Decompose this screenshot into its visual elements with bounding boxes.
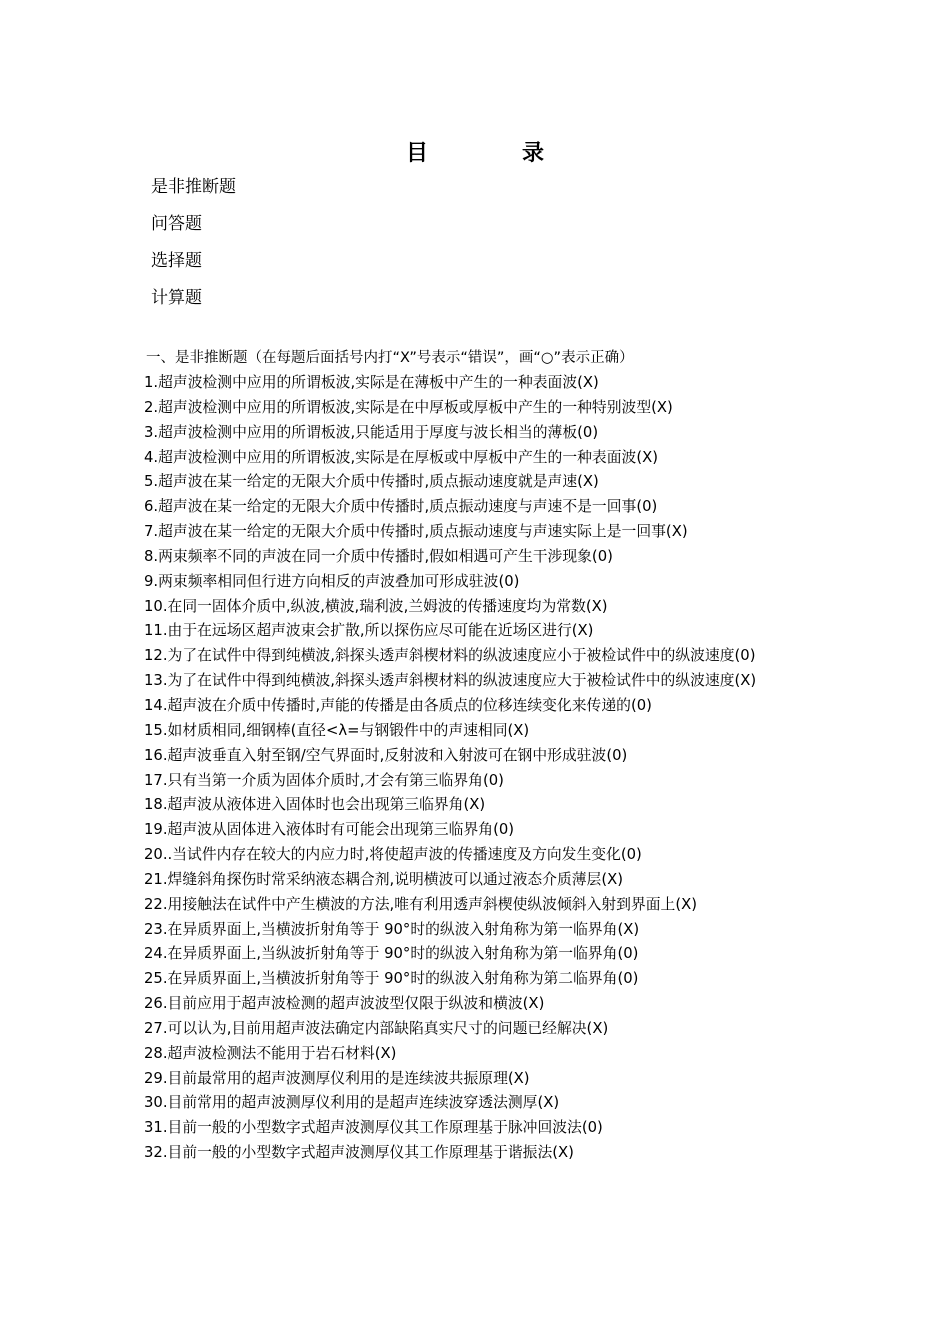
question-item: 11.由于在远场区超声波束会扩散,所以探伤应尽可能在近场区进行(X) — [144, 622, 594, 640]
question-item: 14.超声波在介质中传播时,声能的传播是由各质点的位移连续变化来传递的(0) — [144, 696, 652, 714]
question-item: 12.为了在试件中得到纯横波,斜探头透声斜楔材料的纵波速度应小于被检试件中的纵波速度(0) — [144, 647, 756, 665]
question-item: 30.目前常用的超声波测厚仪利用的是超声连续波穿透法测厚(X) — [144, 1094, 560, 1112]
question-item: 7.超声波在某一给定的无限大介质中传播时,质点振动速度与声速实际上是一回事(X) — [144, 523, 688, 541]
question-list — [144, 371, 810, 1166]
question-item: 24.在异质界面上,当纵波折射角等于 90°时的纵波入射角称为第一临界角(0) — [144, 945, 639, 963]
question-item: 21.焊缝斜角探伤时常采纳液态耦合剂,说明横波可以通过液态介质薄层(X) — [144, 870, 624, 888]
question-item: 26.目前应用于超声波检测的超声波波型仅限于纵波和横波(X) — [144, 995, 545, 1013]
toc-title: 目 录 — [405, 140, 580, 166]
question-item: 23.在异质界面上,当横波折射角等于 90°时的纵波入射角称为第一临界角(X) — [144, 920, 640, 938]
question-item: 2.超声波检测中应用的所谓板波,实际是在中厚板或厚板中产生的一种特别波型(X) — [144, 398, 673, 416]
question-item: 10.在同一固体介质中,纵波,横波,瑞利波,兰姆波的传播速度均为常数(X) — [144, 597, 608, 615]
question-item: 6.超声波在某一给定的无限大介质中传播时,质点振动速度与声速不是一回事(0) — [144, 498, 658, 516]
question-item: 13.为了在试件中得到纯横波,斜探头透声斜楔材料的纵波速度应大于被检试件中的纵波速度(X) — [144, 672, 757, 690]
question-item: 27.可以认为,目前用超声波法确定内部缺陷真实尺寸的问题已经解决(X) — [144, 1019, 609, 1037]
section-heading: 一、是非推断题（在每题后面括号内打“X”号表示“错误”，画“○”表示正确） — [146, 350, 634, 366]
question-item: 32.目前一般的小型数字式超声波测厚仪其工作原理基于谐振法(X) — [144, 1144, 574, 1162]
question-item: 16.超声波垂直入射至钢/空气界面时,反射波和入射波可在钢中形成驻波(0) — [144, 746, 628, 764]
question-item: 29.目前最常用的超声波测厚仪利用的是连续波共振原理(X) — [144, 1069, 530, 1087]
question-item: 31.目前一般的小型数字式超声波测厚仪其工作原理基于脉冲回波法(0) — [144, 1119, 603, 1137]
toc-list — [151, 175, 236, 323]
toc-item[interactable]: 问答题 — [151, 214, 202, 234]
question-item: 22.用接触法在试件中产生横波的方法,唯有利用透声斜楔使纵波倾斜入射到界面上(X) — [144, 895, 698, 913]
question-item: 17.只有当第一介质为固体介质时,才会有第三临界角(0) — [144, 771, 504, 789]
question-item: 28.超声波检测法不能用于岩石材料(X) — [144, 1044, 397, 1062]
question-item: 8.两束频率不同的声波在同一介质中传播时,假如相遇可产生干涉现象(0) — [144, 547, 613, 565]
question-item: 9.两束频率相同但行进方向相反的声波叠加可形成驻波(0) — [144, 572, 520, 590]
toc-item[interactable]: 选择题 — [151, 251, 202, 271]
question-item: 1.超声波检测中应用的所谓板波,实际是在薄板中产生的一种表面波(X) — [144, 374, 599, 391]
question-item: 5.超声波在某一给定的无限大介质中传播时,质点振动速度就是声速(X) — [144, 473, 599, 491]
toc-item[interactable]: 计算题 — [151, 288, 202, 308]
question-item: 20..当试件内存在较大的内应力时,将使超声波的传播速度及方向发生变化(0) — [144, 846, 642, 864]
question-item: 15.如材质相同,细钢棒(直径<λ=与钢锻件中的声速相同(X) — [144, 721, 530, 739]
question-item: 3.超声波检测中应用的所谓板波,只能适用于厚度与波长相当的薄板(0) — [144, 423, 599, 441]
question-item: 25.在异质界面上,当横波折射角等于 90°时的纵波入射角称为第二临界角(0) — [144, 970, 639, 988]
question-item: 18.超声波从液体进入固体时也会出现第三临界角(X) — [144, 796, 486, 814]
toc-item[interactable]: 是非推断题 — [151, 177, 236, 197]
question-item: 4.超声波检测中应用的所谓板波,实际是在厚板或中厚板中产生的一种表面波(X) — [144, 448, 659, 466]
question-item: 19.超声波从固体进入液体时有可能会出现第三临界角(0) — [144, 821, 515, 839]
